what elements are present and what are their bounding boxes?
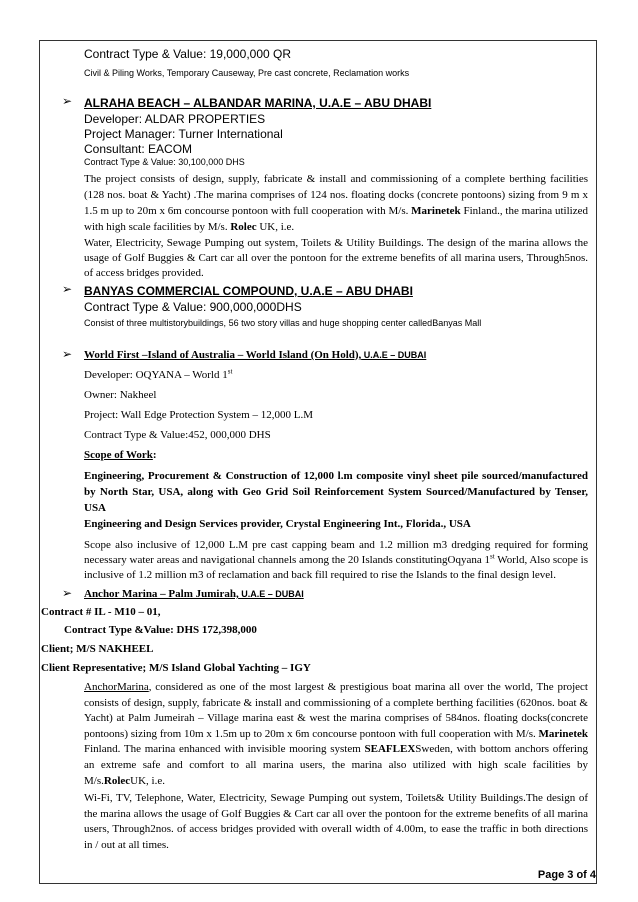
worldfirst-scope-paragraph: Scope also inclusive of 12,000 L.M pre cast capping beam and 1.2 million m3 dredging required for forming necessary water areas and navigational channels among the 20 Islands constitutingOqyana 1st World, Also scope is inclusive of 1.2 million m3 of reclamation and back fill required to rise the Islands to the final design level. <box>84 539 589 581</box>
worldfirst-project: Project: Wall Edge Protection System – 12,000 L.M <box>84 409 313 421</box>
anchor-paragraph-1: AnchorMarina, considered as one of the most largest & prestigious boat marina all over the world, The project consists of design, supply, fabricate & install and commissioning of a complete berthing facilities (620nos. boat & Yacht) at Palm Jumeirah – Village marina east & west the marina comprises of 584nos. floating docks(concrete pontoons) sizing from 10m x 1.5m up to 20m x 6m concourse pontoon with full cooperation with M/s. Marinetek Finland. The marina enhanced with invisible mooring system SEAFLEXSweden, with bottom anchors offering an extreme safe and comfort to all marina users, the marina also utilized with high scale facilities by M/s.RolecUK, i.e. <box>84 681 588 787</box>
anchor-title: Anchor Marina – Palm Jumirah, U.A.E – DUBAI <box>84 588 304 600</box>
top-contract-value: Contract Type & Value: 19,000,000 QR <box>84 47 292 61</box>
worldfirst-title: World First –Island of Australia – World Island (On Hold), U.A.E – DUBAI <box>84 349 427 361</box>
bullet-arrow-icon: ➢ <box>62 94 73 108</box>
worldfirst-contract-value: Contract Type & Value:452, 000,000 DHS <box>84 429 271 441</box>
bullet-arrow-icon: ➢ <box>62 282 73 296</box>
alraha-developer: Developer: ALDAR PROPERTIES <box>84 112 266 126</box>
banyas-description: Consist of three multistorybuildings, 56 two story villas and huge shopping center calledBanyas Mall <box>84 318 482 328</box>
page-number: Page 3 of 4 <box>537 869 596 881</box>
anchor-client: Client; M/S NAKHEEL <box>41 643 154 655</box>
top-works: Civil & Piling Works, Temporary Causeway, Pre cast concrete, Reclamation works <box>84 68 410 78</box>
anchor-contract-number: Contract # IL - M10 – 01, <box>41 606 161 618</box>
anchor-contract-value: Contract Type &Value: DHS 172,398,000 <box>64 624 257 636</box>
alraha-title: ALRAHA BEACH – ALBANDAR MARINA, U.A.E – ABU DHABI <box>84 96 432 110</box>
worldfirst-developer: Developer: OQYANA – World 1st <box>84 367 233 381</box>
worldfirst-epc: Engineering, Procurement & Construction of 12,000 l.m composite vinyl sheet pile sourced/manufactured by North Star, USA, along with Geo Grid Soil Reinforcement System Sourced/Manufactured by Tenser, USA <box>84 470 588 514</box>
banyas-title: BANYAS COMMERCIAL COMPOUND, U.A.E – ABU DHABI <box>84 284 413 298</box>
bullet-arrow-icon: ➢ <box>62 347 73 361</box>
worldfirst-owner: Owner: Nakheel <box>84 389 157 401</box>
alraha-paragraph-2: Water, Electricity, Sewage Pumping out system, Toilets & Utility Buildings. The design of the marina allows the usage of Golf Buggies & Cart car all over the pontoon for the extreme benefits of all marina users, Through5nos. of access bridges provided. <box>84 237 588 279</box>
worldfirst-scope-heading: Scope of Work: <box>84 449 157 461</box>
alraha-paragraph-1: The project consists of design, supply, fabricate & install and commissioning of a complete berthing facilities (128 nos. boat & Yacht) .The marina comprises of 124 nos. floating docks (concrete pontoons) sizing from 9 m x 1.5 m up to 20m x 6m concourse pontoon with full cooperation with M/s. Marinetek Finland., the marina utilized with high scale facilities by M/s. Rolec UK, i.e. <box>84 173 588 233</box>
worldfirst-design-services: Engineering and Design Services provider, Crystal Engineering Int., Florida., USA <box>84 518 471 530</box>
alraha-consultant: Consultant: EACOM <box>84 142 193 156</box>
alraha-pm: Project Manager: Turner International <box>84 127 283 141</box>
banyas-contract-value: Contract Type & Value: 900,000,000DHS <box>84 300 302 314</box>
alraha-contract-value: Contract Type & Value: 30,100,000 DHS <box>84 157 245 167</box>
anchor-client-representative: Client Representative; M/S Island Global Yachting – IGY <box>41 662 311 674</box>
anchor-paragraph-2: Wi-Fi, TV, Telephone, Water, Electricity, Sewage Pumping out system, Toilets& Utility Buildings.The design of the marina allows the usage of Golf Buggies & Cart car all over the pontoon for the extreme benefits of all marina users, Through2nos. of access bridges provided with overall width of 4.00m, to ease the traffic in both directions in / out at all times. <box>84 792 588 851</box>
bullet-arrow-icon: ➢ <box>62 586 73 600</box>
